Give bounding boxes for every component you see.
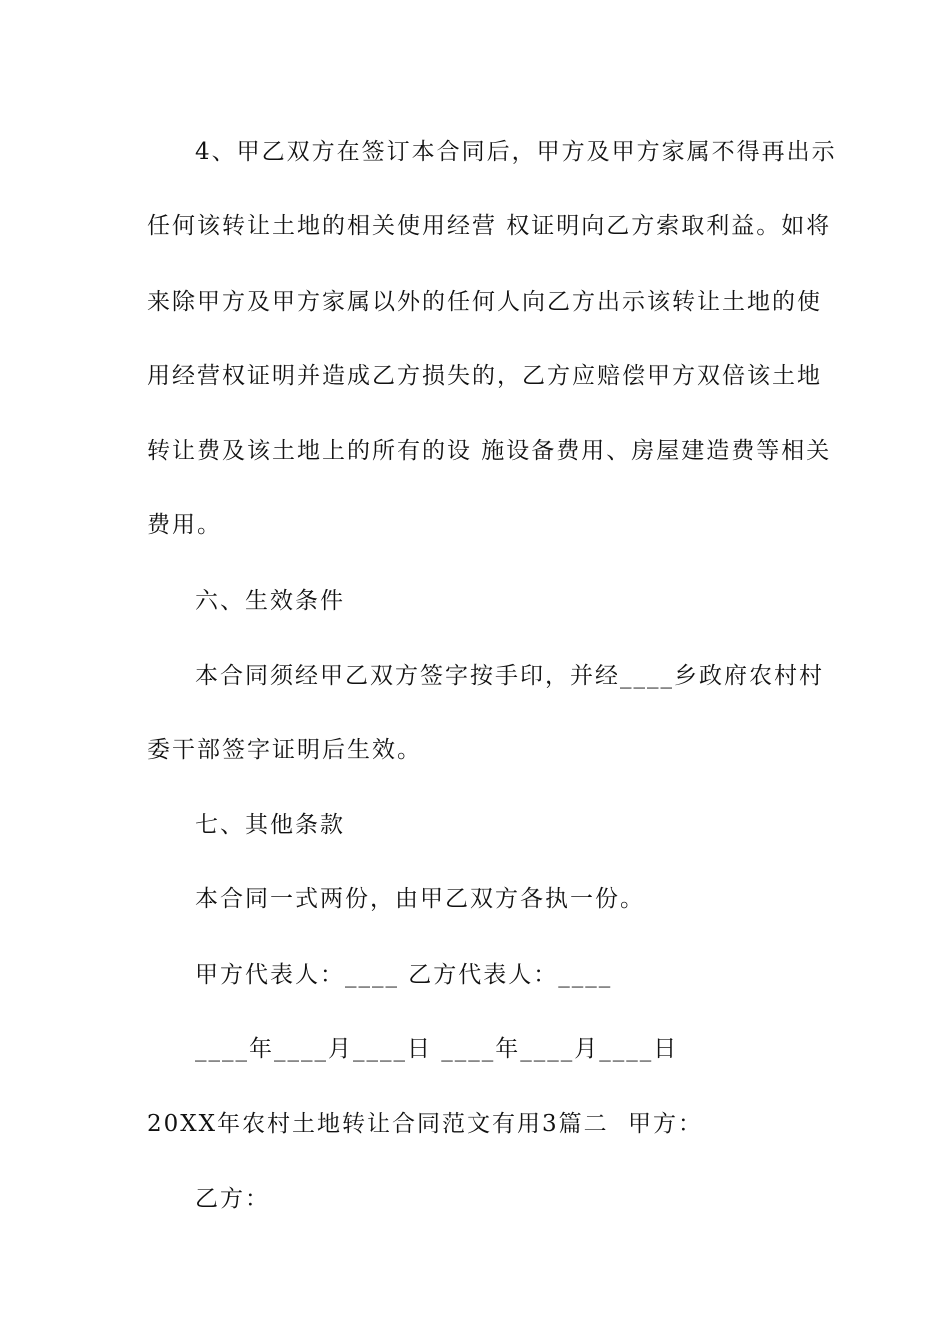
clause-4-line-1: 4、甲乙双方在签订本合同后，甲方及甲方家属不得再出示: [195, 139, 837, 165]
clause-4-line-5: 转让费及该土地上的所有的设 施设备费用、房屋建造费等相关: [147, 438, 832, 464]
section-6-line-2: 委干部签字证明后生效。: [147, 737, 422, 763]
clause-4-line-3: 来除甲方及甲方家属以外的任何人向乙方出示该转让土地的使: [147, 289, 822, 315]
next-party-a: 甲方：: [628, 1111, 703, 1137]
date-line: ____年____月____日 ____年____月____日: [195, 1036, 679, 1062]
section-6-line-1: 本合同须经甲乙双方签字按手印，并经____乡政府农村村: [195, 663, 824, 689]
signature-line: 甲方代表人：____ 乙方代表人：____: [195, 962, 613, 988]
section-7-text: 本合同一式两份，由甲乙双方各执一份。: [195, 886, 645, 912]
next-contract-title: 20XX年农村土地转让合同范文有用3篇二: [147, 1111, 609, 1137]
section-6-heading: 六、生效条件: [195, 588, 345, 614]
clause-4-line-6: 费用。: [147, 512, 222, 538]
section-7-heading: 七、其他条款: [195, 812, 345, 838]
clause-4-line-4: 用经营权证明并造成乙方损失的，乙方应赔偿甲方双倍该土地: [147, 363, 822, 389]
clause-4-line-2: 任何该转让土地的相关使用经营 权证明向乙方索取利益。如将: [147, 213, 832, 239]
next-party-b: 乙方：: [195, 1186, 270, 1212]
